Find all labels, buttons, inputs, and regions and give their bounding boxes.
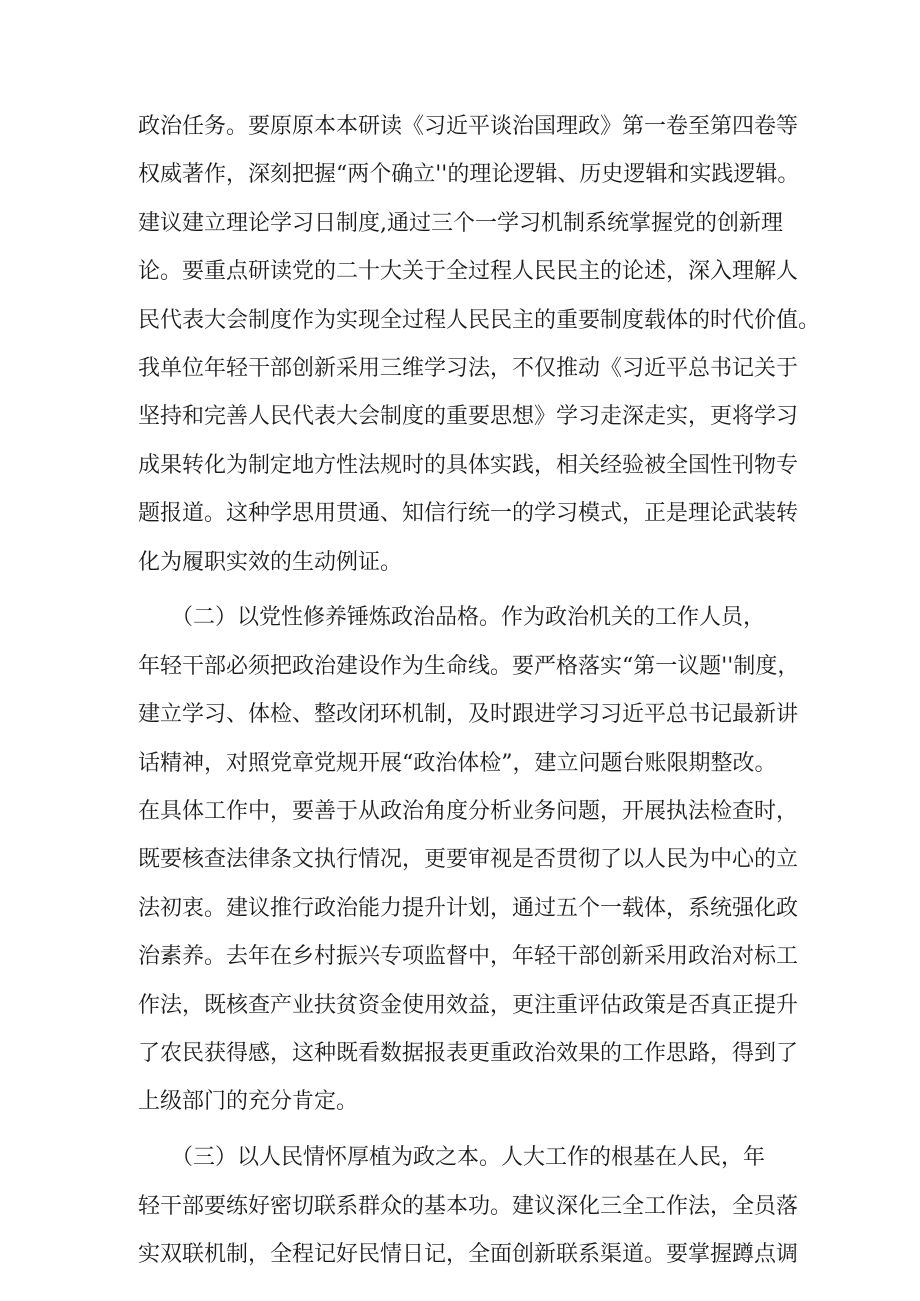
text-line: （二）以党性修养锤炼政治品格。作为政治机关的工作人员， — [138, 605, 766, 631]
paragraph-spacer — [138, 587, 788, 595]
paragraph-spacer — [138, 1127, 788, 1135]
text-line: 政治任务。要原原本本研读《习近平谈治国理政》第一卷至第四卷等 — [138, 114, 799, 139]
text-line: 建议建立理论学习日制度,通过三个一学习机制系统掌握党的创新理 — [138, 210, 783, 236]
text-line: 了农民获得感，这种既看数据报表更重政治效果的工作思路，得到了 — [138, 1040, 799, 1066]
text-line: 建立学习、体检、整改闭环机制，及时跟进学习习近平总书记最新讲 — [138, 702, 799, 728]
paragraph-2 — [138, 594, 800, 1126]
text-line: 作法，既核查产业扶贫资金使用效益，更注重评估政策是否真正提升 — [138, 992, 799, 1018]
text-line: 治素养。去年在乡村振兴专项监督中，年轻干部创新采用政治对标工 — [138, 944, 799, 970]
text-line: 民代表大会制度作为实现全过程人民民主的重要制度载体的时代价值。 — [138, 307, 821, 333]
text-line: 化为履职实效的生动例证。 — [138, 549, 403, 575]
text-line: 轻干部要练好密切联系群众的基本功。建议深化三全工作法，全员落 — [138, 1193, 799, 1219]
text-line: 上级部门的充分肯定。 — [138, 1089, 359, 1115]
paragraph-1 — [138, 103, 821, 587]
text-line: 年轻干部必须把政治建设作为生命线。要严格落实“第一议题''制度， — [138, 653, 800, 679]
text-line: 法初衷。建议推行政治能力提升计划，通过五个一载体，系统强化政 — [138, 895, 799, 921]
text-line: 题报道。这种学思用贯通、知信行统一的学习模式，正是理论武装转 — [138, 501, 799, 527]
paragraph-3 — [138, 1134, 799, 1279]
text-line: 话精神，对照党章党规开展“政治体检”，建立问题台账限期整改。 — [138, 750, 777, 776]
text-line: 既要核查法律条文执行情况，更要审视是否贯彻了以人民为中心的立 — [138, 847, 799, 873]
text-line: 实双联机制，全程记好民情日记，全面创新联系渠道。要掌握蹲点调 — [138, 1241, 799, 1267]
text-line: 在具体工作中，要善于从政治角度分析业务问题，开展执法检查时， — [138, 798, 799, 824]
text-line: 成果转化为制定地方性法规时的具体实践，相关经验被全国性刊物专 — [138, 452, 799, 478]
text-line: （三）以人民情怀厚植为政之本。人大工作的根基在人民，年 — [138, 1145, 766, 1171]
text-line: 论。要重点研读党的二十大关于全过程人民民主的论述，深入理解人 — [138, 259, 799, 285]
text-line: 权威著作，深刻把握“两个确立''的理论逻辑、历史逻辑和实践逻辑。 — [138, 162, 800, 188]
text-line: 坚持和完善人民代表大会制度的重要思想》学习走深走实，更将学习 — [138, 404, 799, 430]
text-line: 我单位年轻干部创新采用三维学习法，不仅推动《习近平总书记关于 — [138, 355, 799, 381]
document-body — [138, 103, 821, 1279]
